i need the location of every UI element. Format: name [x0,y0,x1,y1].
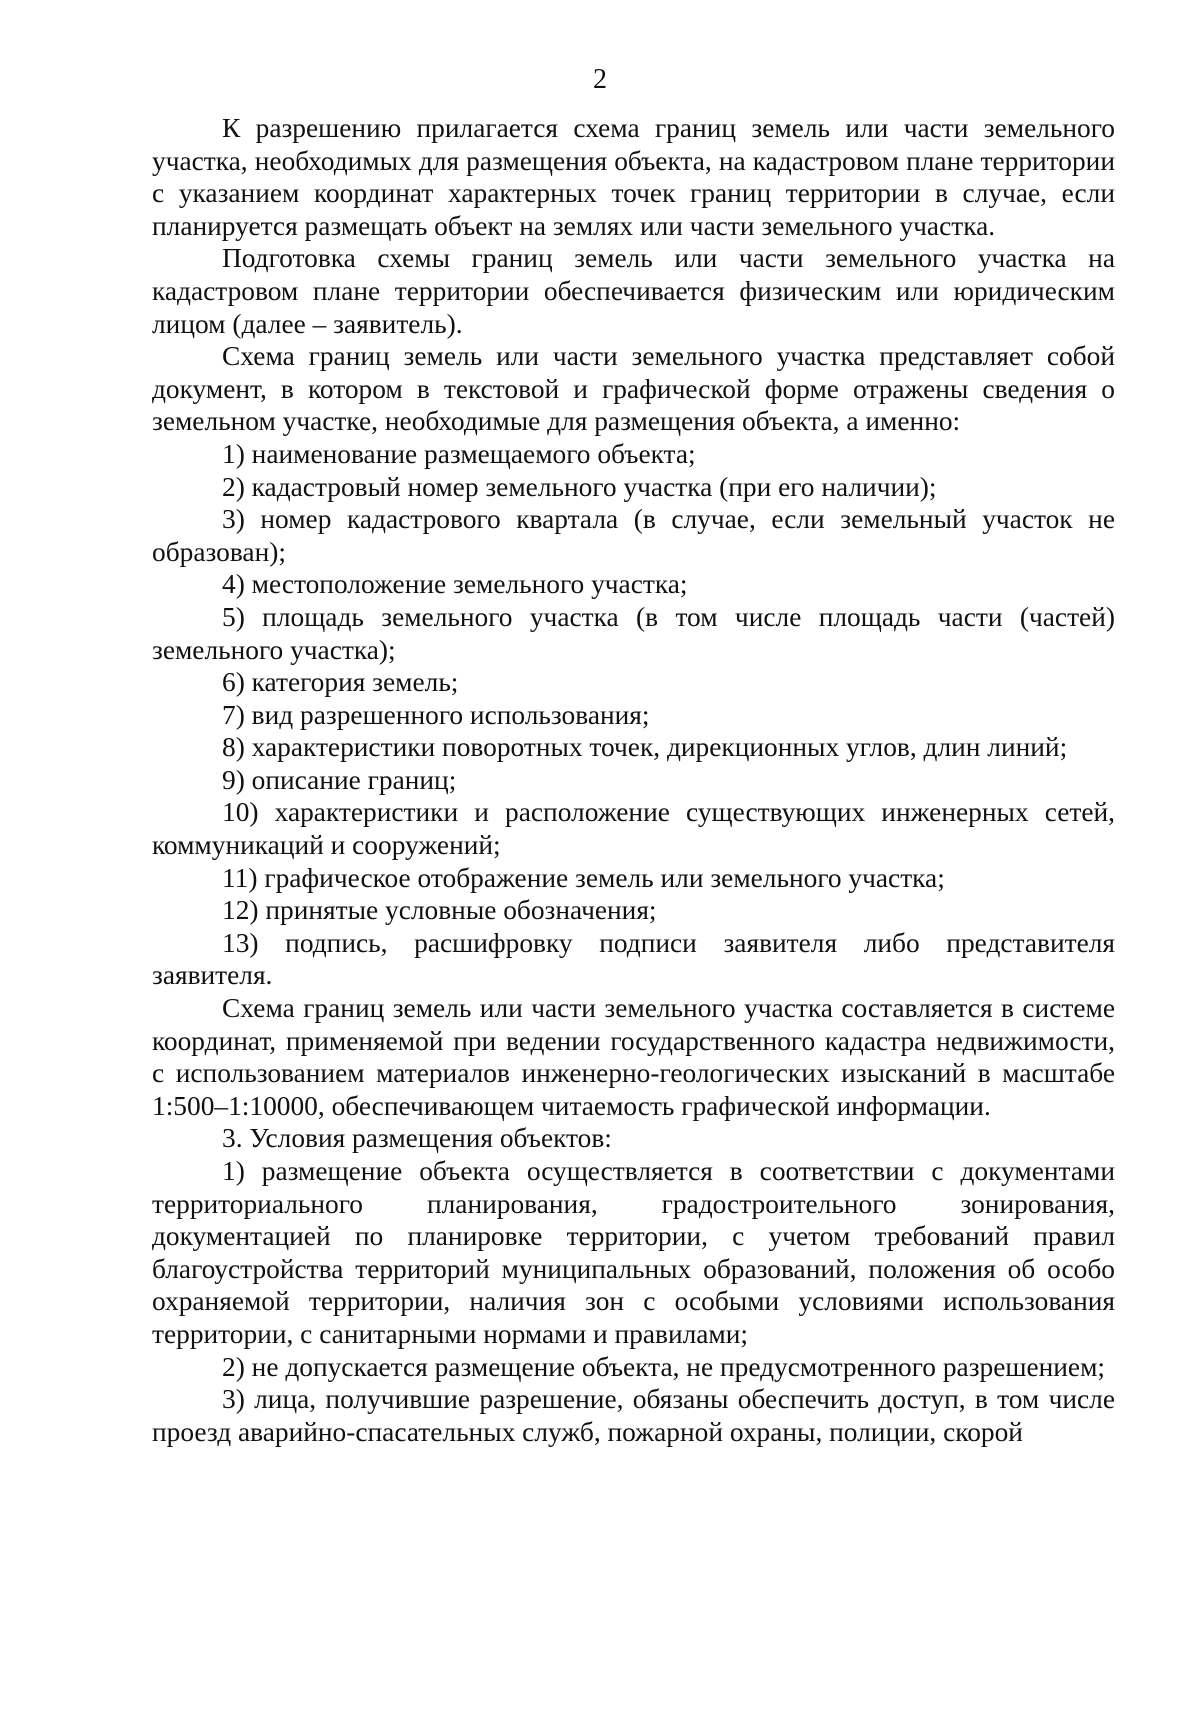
list-item: 10) характеристики и расположение существующих инженерных сетей, коммуникаций и сооружений; [152,797,1115,861]
paragraph-attachment: К разрешению прилагается схема границ земель или части земельного участка, необходимых для размещения объекта, на кадастровом плане территории с указанием координат характерных точек границ территории в случае, если планируется размещать объект на землях или части земельного участка. [152,113,1115,241]
list-item: 7) вид разрешенного использования; [222,699,650,730]
paragraph-scheme-definition: Схема границ земель или части земельного участка представляет собой документ, в котором в текстовой и графической форме отражены сведения о земельном участке, необходимые для размещения объекта, а именно: [152,341,1115,437]
document-body [152,112,1115,1448]
list-item: 8) характеристики поворотных точек, дирекционных углов, длин линий; [222,732,1068,763]
list-item: 13) подпись, расшифровку подписи заявителя либо представителя заявителя. [152,927,1115,991]
section-heading-conditions: 3. Условия размещения объектов: [222,1123,612,1154]
list-item: 4) местоположение земельного участка; [222,569,688,600]
paragraph-coordinate-system: Схема границ земель или части земельного участка составляется в системе координат, применяемой при ведении государственного кадастра недвижимости, с использованием материалов инженерно-геологических изысканий в масштабе 1:500–1:10000, обеспечивающем читаемость графической информации. [152,993,1115,1121]
list-item: 5) площадь земельного участка (в том числе площадь части (частей) земельного участка); [152,601,1115,665]
list-item: 6) категория земель; [222,667,459,698]
condition-item: 3) лица, получившие разрешение, обязаны обеспечить доступ, в том числе проезд аварийно-спасательных служб, пожарной охраны, полиции, скорой [152,1384,1115,1447]
condition-item: 1) размещение объекта осуществляется в соответствии с документами территориального планирования, градостроительного зонирования, документацией по планировке территории, с учетом требований правил благоустройства территорий муниципальных образований, положения об особо охраняемой территории, наличия зон с особыми условиями использования территории, с санитарными нормами и правилами; [152,1156,1115,1349]
list-item: 1) наименование размещаемого объекта; [222,438,696,469]
paragraph-preparation: Подготовка схемы границ земель или части земельного участка на кадастровом плане территории обеспечивается физическим или юридическим лицом (далее – заявитель). [152,243,1115,339]
condition-item: 2) не допускается размещение объекта, не предусмотренного разрешением; [222,1351,1106,1382]
list-item: 3) номер кадастрового квартала (в случае, если земельный участок не образован); [152,504,1115,567]
list-item: 11) графическое отображение земель или земельного участка; [222,862,945,893]
list-item: 9) описание границ; [222,764,457,795]
list-item: 2) кадастровый номер земельного участка (при его наличии); [222,471,937,502]
page-number: 2 [593,64,607,95]
list-item: 12) принятые условные обозначения; [222,895,657,926]
